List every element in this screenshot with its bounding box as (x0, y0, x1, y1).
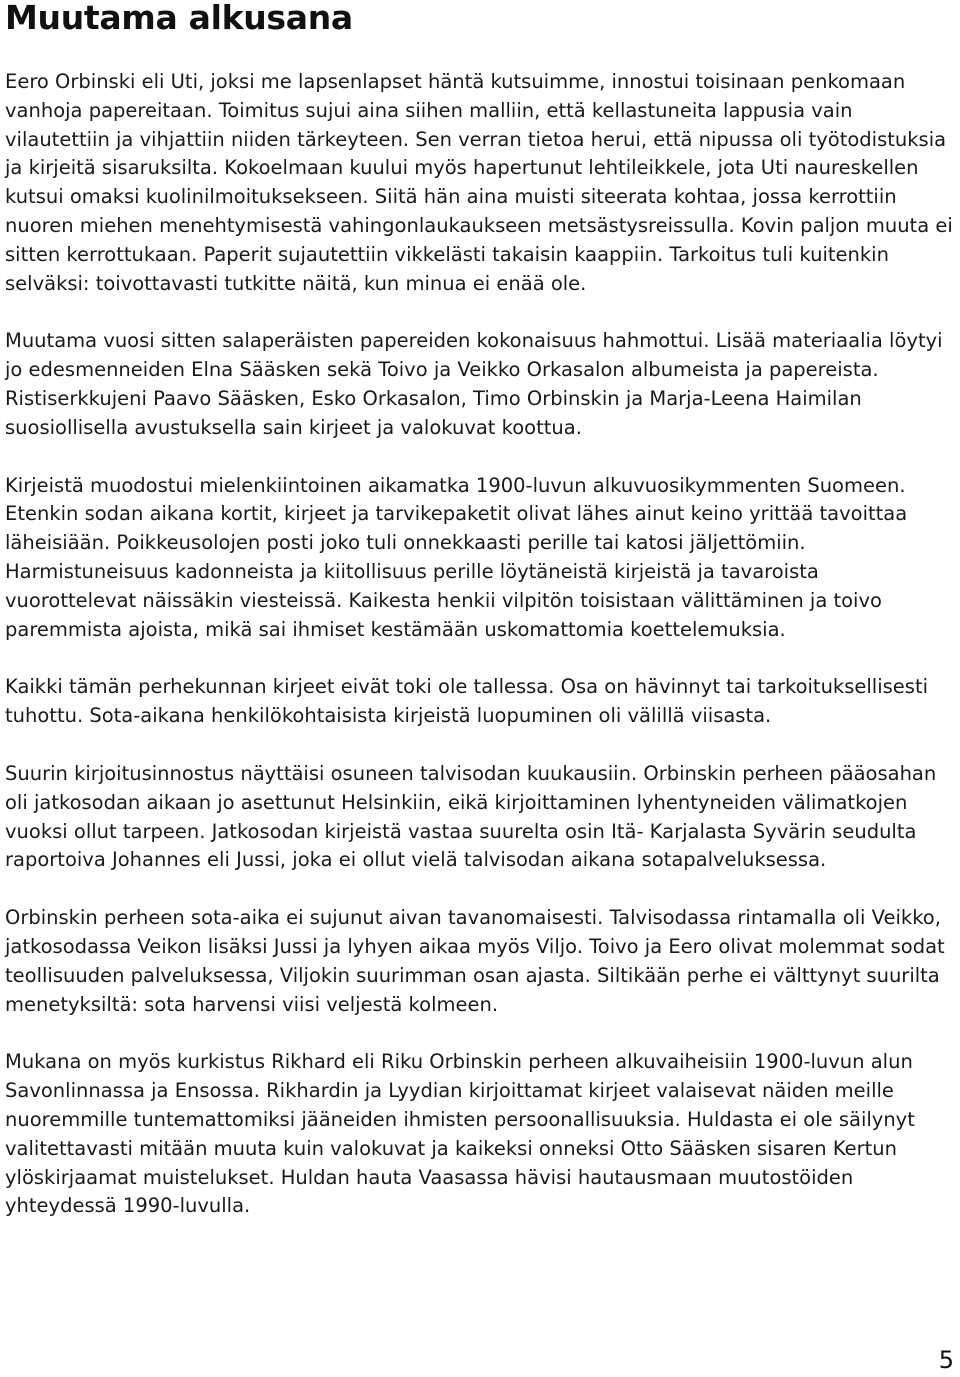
paragraph-1: Eero Orbinski eli Uti, joksi me lapsenlapset häntä kutsuimme, innostui toisinaan penkomaan vanhoja papereitaan. Toimitus sujui aina siihen malliin, että kellastuneita lappusia vain vilautettiin ja vihjattiin niiden tärkeyteen. Sen verran tietoa herui, että nipussa oli työtodistuksia ja kirjeitä sisaruksilta. Kokoelmaan kuului myös hapertunut lehtileikkele, jota Uti naureskellen kutsui omaksi kuolinilmoituksekseen. Siitä hän aina muisti siteerata kohtaa, jossa kerrottiin nuoren miehen menehtymisestä vahingonlaukaukseen metsästysreissulla. Kovin paljon muuta ei sitten kerrottukaan. Paperit sujautettiin vikkelästi takaisin kaappiin. Tarkoitus tuli kuitenkin selväksi: toivottavasti tutkitte näitä, kun minua ei enää ole. (5, 70, 953, 295)
paragraph-3: Kirjeistä muodostui mielenkiintoinen aikamatka 1900-luvun alkuvuosikymmenten Suomeen. Etenkin sodan aikana kortit, kirjeet ja tarvikepaketit olivat lähes ainut keino yrittää tavoittaa läheisiään. Poikkeusolojen posti joko tuli onnekkaasti perille tai katosi jäljettömiin. Harmistuneisuus kadonneista ja kiitollisuus perille löytäneistä kirjeistä ja tavaroista vuorottelevat näissäkin viesteissä. Kaikesta henkii vilpitön toisistaan välittäminen ja toivo paremmista ajoista, mikä sai ihmiset kestämään uskomattomia koettelemuksia. (5, 473, 908, 641)
paragraph-6: Orbinskin perheen sota-aika ei sujunut aivan tavanomaisesti. Talvisodassa rintamalla oli Veikko, jatkosodassa Veikon lisäksi Jussi ja lyhyen aikaa myös Viljo. Toivo ja Eero olivat molemmat sodat teollisuuden palveluksessa, Viljokin suurimman osan ajasta. Siltikään perhe ei välttynyt suurilta menetyksiltä: sota harvensi viisi veljestä kolmeen. (5, 906, 945, 1016)
page-title: Muutama alkusana (5, 0, 353, 37)
paragraph-4: Kaikki tämän perhekunnan kirjeet eivät toki ole tallessa. Osa on hävinnyt tai tarkoituksellisesti tuhottu. Sota-aikana henkilökohtaisista kirjeistä luopuminen oli välillä viisasta. (5, 675, 929, 728)
body-text (5, 68, 953, 1221)
paragraph-7: Mukana on myös kurkistus Rikhard eli Riku Orbinskin perheen alkuvaiheisiin 1900-luvun alun Savonlinnassa ja Ensossa. Rikhardin ja Lyydian kirjoittamat kirjeet valaisevat näiden meille nuoremmille tuntemattomiksi jääneiden ihmisten persoonallisuuksia. Huldasta ei ole säilynyt valitettavasti mitään muuta kuin valokuvat ja kaikeksi onneksi Otto Sääsken sisaren Kertun ylöskirjaamat muistelukset. Huldan hauta Vaasassa hävisi hautausmaan muutostöiden yhteydessä 1990-luvulla. (5, 1050, 915, 1218)
page-number: 5 (938, 1346, 954, 1374)
paragraph-2: Muutama vuosi sitten salaperäisten papereiden kokonaisuus hahmottui. Lisää materiaalia löytyi jo edesmenneiden Elna Sääsken sekä Toivo ja Veikko Orkasalon albumeista ja papereista. Ristiserkkujeni Paavo Sääsken, Esko Orkasalon, Timo Orbinskin ja Marja-Leena Haimilan suosiollisella avustuksella sain kirjeet ja valokuvat koottua. (5, 329, 943, 439)
paragraph-5: Suurin kirjoitusinnostus näyttäisi osuneen talvisodan kuukausiin. Orbinskin perheen pääosahan oli jatkosodan aikaan jo asettunut Helsinkiin, eikä kirjoittaminen lyhentyneiden välimatkojen vuoksi ollut tarpeen. Jatkosodan kirjeistä vastaa suurelta osin Itä- Karjalasta Syvärin seudulta raportoiva Johannes eli Jussi, joka ei ollut vielä talvisodan aikana sotapalveluksessa. (5, 761, 937, 872)
